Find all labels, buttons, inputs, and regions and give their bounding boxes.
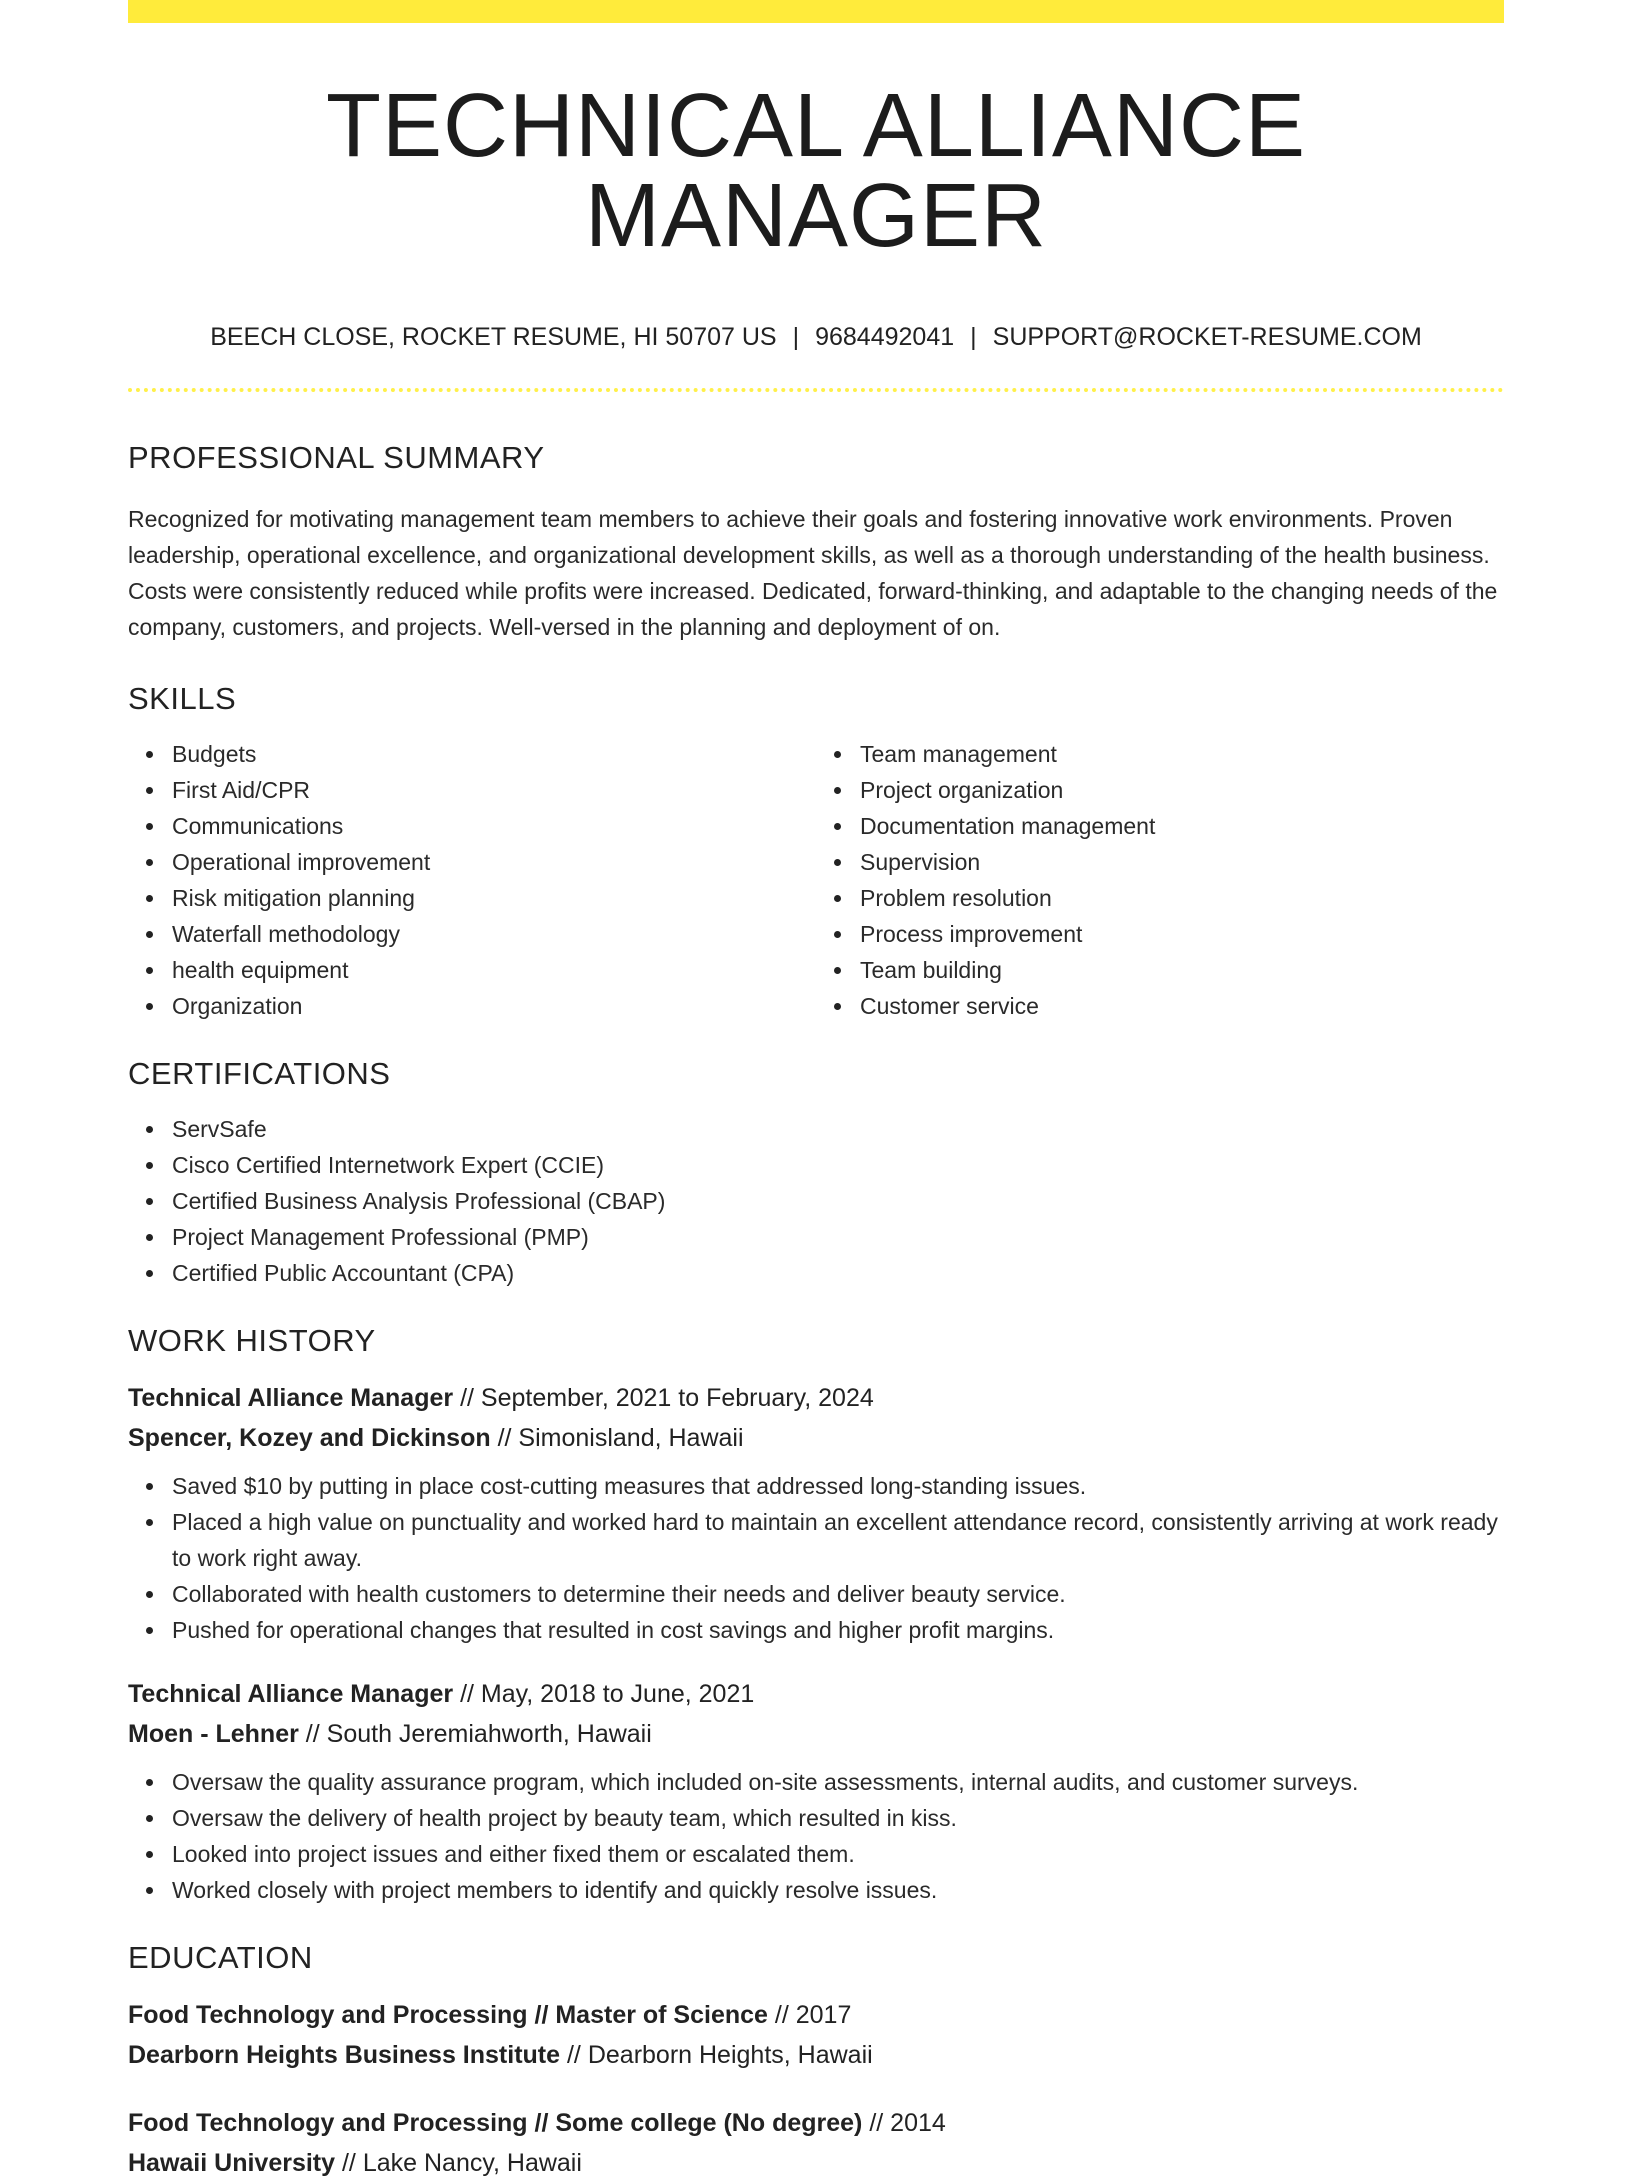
certification-item: Cisco Certified Internetwork Expert (CCIE) [172, 1147, 1504, 1183]
skill-item: Documentation management [860, 808, 1504, 844]
job-bullet: Oversaw the delivery of health project by beauty team, which resulted in kiss. [172, 1800, 1504, 1836]
certification-item: Certified Business Analysis Professional (CBAP) [172, 1183, 1504, 1219]
skill-item: health equipment [172, 952, 816, 988]
contact-address: BEECH CLOSE, ROCKET RESUME, HI 50707 US [210, 323, 777, 351]
education-entry [128, 2103, 1504, 2183]
contact-phone: 9684492041 [815, 323, 955, 351]
job-location: South Jeremiahworth, Hawaii [326, 1720, 652, 1748]
contact-separator: | [970, 323, 977, 351]
skills-columns [128, 736, 1504, 1024]
education-year: 2017 [795, 2001, 852, 2029]
skill-item: Customer service [860, 988, 1504, 1024]
education-degree-line [128, 1995, 1504, 2035]
job-company-line [128, 1714, 1504, 1754]
job-bullet: Worked closely with project members to identify and quickly resolve issues. [172, 1872, 1504, 1908]
skills-list-right [816, 736, 1504, 1024]
education-entry [128, 1995, 1504, 2075]
job-dates: September, 2021 to February, 2024 [480, 1384, 874, 1412]
skill-item: Team management [860, 736, 1504, 772]
skill-item: Waterfall methodology [172, 916, 816, 952]
job-entry [128, 1378, 1504, 1648]
skills-list-left [128, 736, 816, 1024]
job-bullet: Collaborated with health customers to determine their needs and deliver beauty service. [172, 1576, 1504, 1612]
job-title-line [128, 1674, 1504, 1714]
job-bullet: Pushed for operational changes that resulted in cost savings and higher profit margins. [172, 1612, 1504, 1648]
summary-heading: PROFESSIONAL SUMMARY [128, 440, 545, 475]
education-school-line [128, 2143, 1504, 2183]
accent-bar [128, 0, 1504, 23]
contact-line [128, 325, 1504, 350]
education-separator: // [560, 2041, 588, 2069]
job-company-line [128, 1418, 1504, 1458]
education-degree: Food Technology and Processing // Some college (No degree) [128, 2109, 863, 2137]
skills-heading: SKILLS [128, 681, 237, 716]
certifications-heading: CERTIFICATIONS [128, 1056, 391, 1091]
job-title-line [128, 1378, 1504, 1418]
skill-item: Process improvement [860, 916, 1504, 952]
job-role: Technical Alliance Manager [128, 1680, 454, 1708]
job-separator: // [490, 1424, 519, 1452]
education-year: 2014 [890, 2109, 946, 2137]
skill-item: Communications [172, 808, 816, 844]
resume-name: TECHNICAL ALLIANCE MANAGER [326, 76, 1306, 266]
education-degree: Food Technology and Processing // Master of Science [128, 2001, 768, 2029]
education-separator: // [767, 2001, 796, 2029]
job-company: Spencer, Kozey and Dickinson [128, 1424, 491, 1452]
education-school: Dearborn Heights Business Institute [128, 2041, 561, 2069]
education-location: Dearborn Heights, Hawaii [587, 2041, 873, 2069]
resume-page [128, 0, 1504, 2177]
education-separator: // [862, 2109, 891, 2137]
job-separator: // [453, 1384, 481, 1412]
contact-email[interactable]: SUPPORT@ROCKET-RESUME.COM [992, 323, 1422, 351]
work-history-heading: WORK HISTORY [128, 1323, 376, 1358]
skill-item: Operational improvement [172, 844, 816, 880]
contact-separator: | [792, 323, 800, 351]
job-bullet: Oversaw the quality assurance program, which included on-site assessments, internal audits, and customer surveys. [172, 1764, 1504, 1800]
job-entry [128, 1674, 1504, 1908]
skill-item: Problem resolution [860, 880, 1504, 916]
certification-item: Project Management Professional (PMP) [172, 1219, 1504, 1255]
education-separator: // [335, 2149, 363, 2177]
skill-item: Budgets [172, 736, 816, 772]
skill-item: Project organization [860, 772, 1504, 808]
skill-item: First Aid/CPR [172, 772, 816, 808]
job-bullets [128, 1764, 1504, 1908]
dotted-divider [128, 388, 1504, 392]
job-role: Technical Alliance Manager [128, 1384, 454, 1412]
job-bullet: Looked into project issues and either fixed them or escalated them. [172, 1836, 1504, 1872]
education-school-line [128, 2035, 1504, 2075]
job-bullet: Saved $10 by putting in place cost-cutting measures that addressed long-standing issues. [172, 1468, 1504, 1504]
job-company: Moen - Lehner [128, 1720, 299, 1748]
education-heading: EDUCATION [128, 1940, 313, 1975]
skill-item: Supervision [860, 844, 1504, 880]
skill-item: Risk mitigation planning [172, 880, 816, 916]
job-dates: May, 2018 to June, 2021 [480, 1680, 755, 1708]
certification-item: ServSafe [172, 1111, 1504, 1147]
certification-item: Certified Public Accountant (CPA) [172, 1255, 1504, 1291]
education-degree-line [128, 2103, 1504, 2143]
job-separator: // [298, 1720, 327, 1748]
skill-item: Organization [172, 988, 816, 1024]
certifications-list [128, 1111, 1504, 1291]
job-location: Simonisland, Hawaii [518, 1424, 744, 1452]
education-location: Lake Nancy, Hawaii [362, 2149, 582, 2177]
education-school: Hawaii University [128, 2149, 336, 2177]
summary-text: Recognized for motivating management team members to achieve their goals and fostering innovative work environments. Proven leadership, operational excellence, and organizational development skills, as well as a thorough understanding of the health business. Costs were consistently reduced while profits were increased. Dedicated, forward-thinking, and adaptable to the changing needs of the company, customers, and projects. Well-versed in the planning and deployment of on. [128, 506, 1498, 640]
skill-item: Team building [860, 952, 1504, 988]
job-bullet: Placed a high value on punctuality and worked hard to maintain an excellent attendance record, consistently arriving at work ready to work right away. [172, 1504, 1504, 1576]
job-bullets [128, 1468, 1504, 1648]
job-separator: // [453, 1680, 481, 1708]
